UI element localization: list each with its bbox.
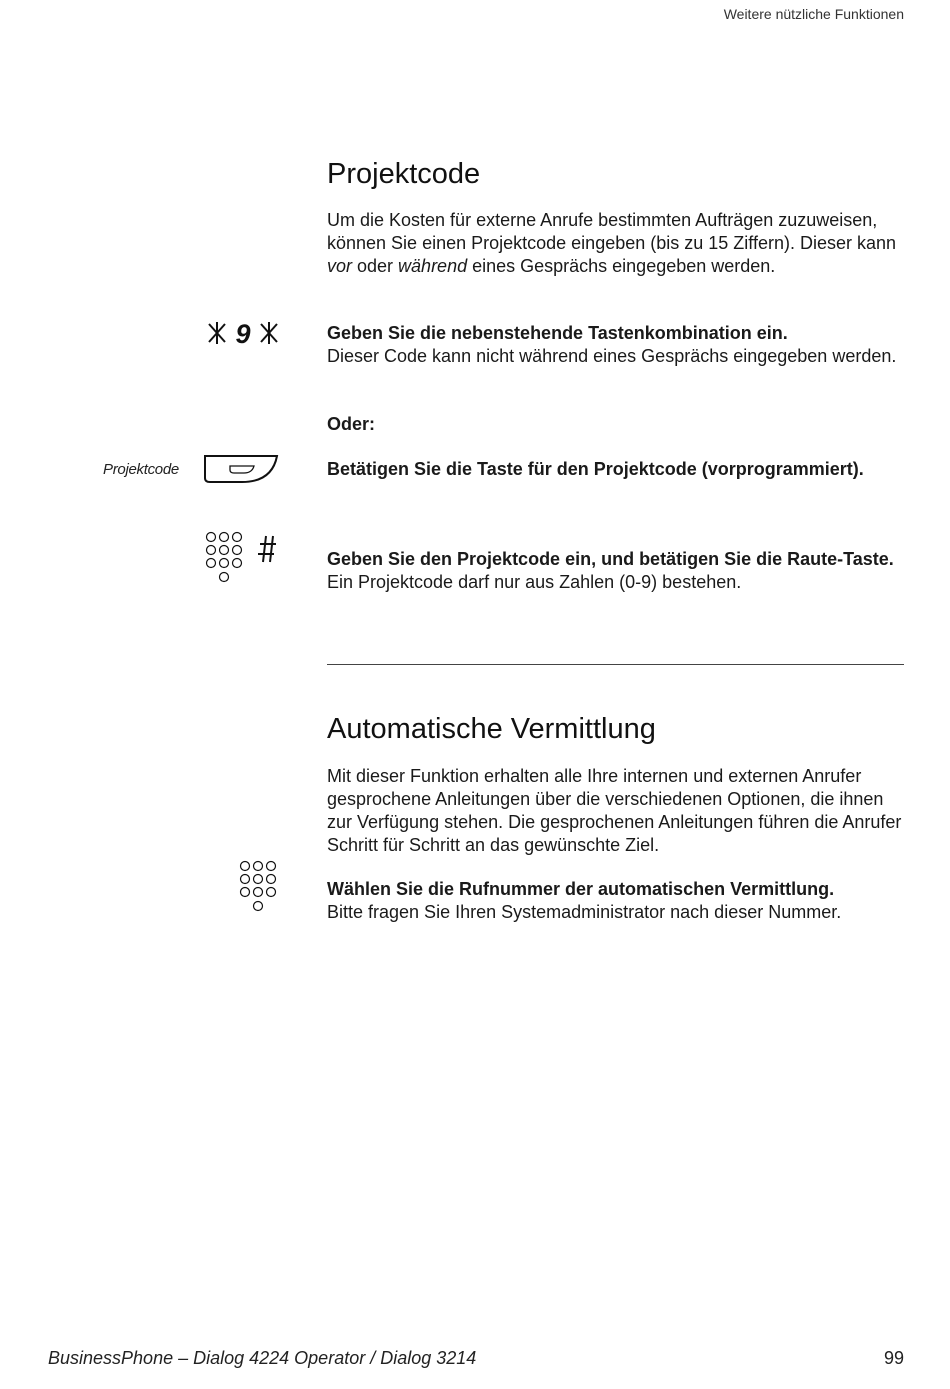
function-key-icon xyxy=(202,452,280,486)
page-number: 99 xyxy=(883,1348,904,1368)
keypad-icon xyxy=(238,859,282,915)
section-title-projektcode: Projektcode xyxy=(327,158,481,190)
projektcode-key-label: Projektcode xyxy=(103,461,179,478)
or-label: Oder: xyxy=(327,414,376,434)
section-divider xyxy=(327,664,904,665)
star-9-star-icon xyxy=(207,318,281,348)
keypad-hash-icon xyxy=(204,530,284,586)
projektcode-intro: Um die Kosten für externe Anrufe bestimmten Aufträgen zuzuweisen, können Sie einen Projektcode eingeben (bis zu 15 Ziffern). Dieser kann vor oder während eines Gesprächs eingegeben werden. xyxy=(327,210,897,276)
running-header: Weitere nützliche Funktionen xyxy=(723,6,904,22)
vermittlung-intro: Mit dieser Funktion erhalten alle Ihre internen und externen Anrufer gesprochene Anleitungen über die verschiedenen Optionen, die ihnen zur Verfügung stehen. Die gesprochenen Anleitungen führen die Anrufer Schritt für Schritt an das gewünschte Ziel. xyxy=(327,766,902,855)
projektcode-step1: Geben Sie die nebenstehende Tastenkombination ein. Dieser Code kann nicht während eines Gesprächs eingegeben werden. xyxy=(327,323,897,366)
footer-product: BusinessPhone – Dialog 4224 Operator / Dialog 3214 xyxy=(48,1348,477,1368)
section-title-automatische-vermittlung: Automatische Vermittlung xyxy=(327,713,656,745)
projektcode-step3: Geben Sie den Projektcode ein, und betätigen Sie die Raute-Taste. Ein Projektcode darf nur aus Zahlen (0-9) bestehen. xyxy=(327,549,894,592)
vermittlung-step1: Wählen Sie die Rufnummer der automatischen Vermittlung. Bitte fragen Sie Ihren Systemadministrator nach dieser Nummer. xyxy=(327,879,842,922)
projektcode-step2: Betätigen Sie die Taste für den Projektcode (vorprogrammiert). xyxy=(327,459,864,479)
svg-text:9: 9 xyxy=(235,319,251,348)
